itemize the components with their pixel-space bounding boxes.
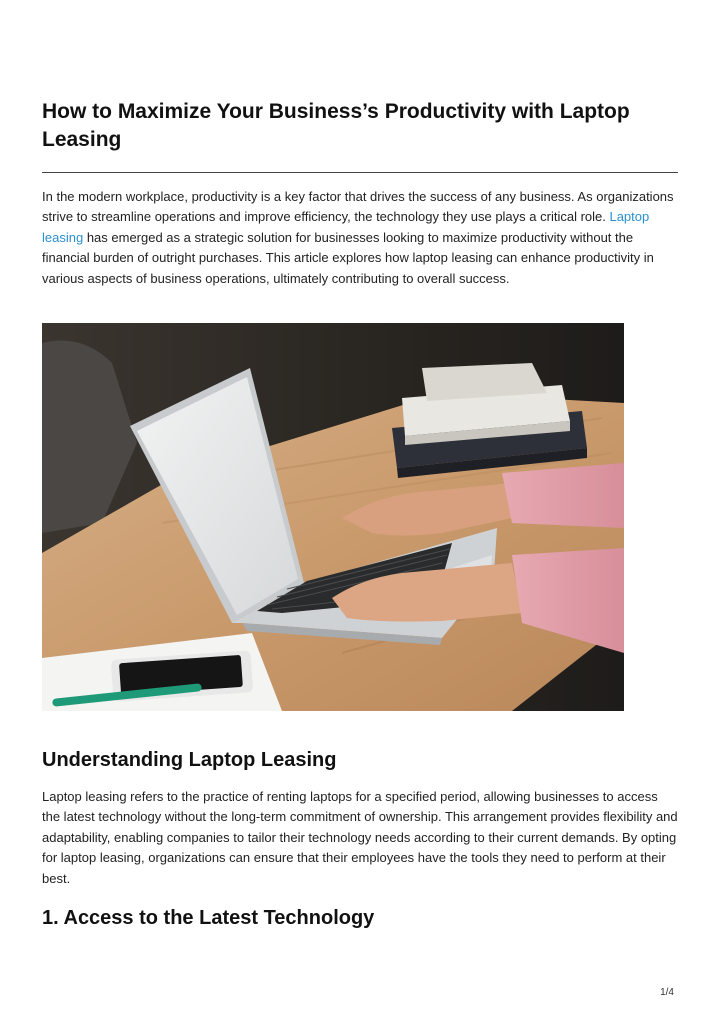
section-body-understanding: Laptop leasing refers to the practice of renting laptops for a specified period, allowing businesses to access the latest technology without the long-term commitment of ownership. This arrangement provides flexibility and adaptability, enabling companies to tailor their technology needs according to their current demands. By opting for laptop leasing, organizations can ensure that their employees have the tools they need to perform at their best. (42, 789, 678, 886)
hero-image-laptop-typing (42, 323, 624, 711)
intro-text-before-link: In the modern workplace, productivity is a key factor that drives the success of any business. As organizations strive to streamline operations and improve efficiency, the technology they use plays a critical role. (42, 189, 674, 225)
intro-text-after-link: has emerged as a strategic solution for businesses looking to maximize productivity without the financial burden of outright purchases. This article explores how laptop leasing can enhance productivity in various aspects of business operations, ultimately contributing to overall success. (42, 229, 654, 286)
page-number: 1/4 (660, 987, 674, 998)
section-heading-latest-technology: 1. Access to the Latest Technology (42, 907, 375, 929)
article-title: How to Maximize Your Business’s Productivity with Laptop Leasing (42, 100, 630, 151)
laptop-leasing-link[interactable]: Laptop leasing (42, 209, 650, 245)
section-heading-understanding: Understanding Laptop Leasing (42, 749, 337, 771)
intro-paragraph (42, 187, 678, 289)
title-divider (42, 172, 678, 173)
